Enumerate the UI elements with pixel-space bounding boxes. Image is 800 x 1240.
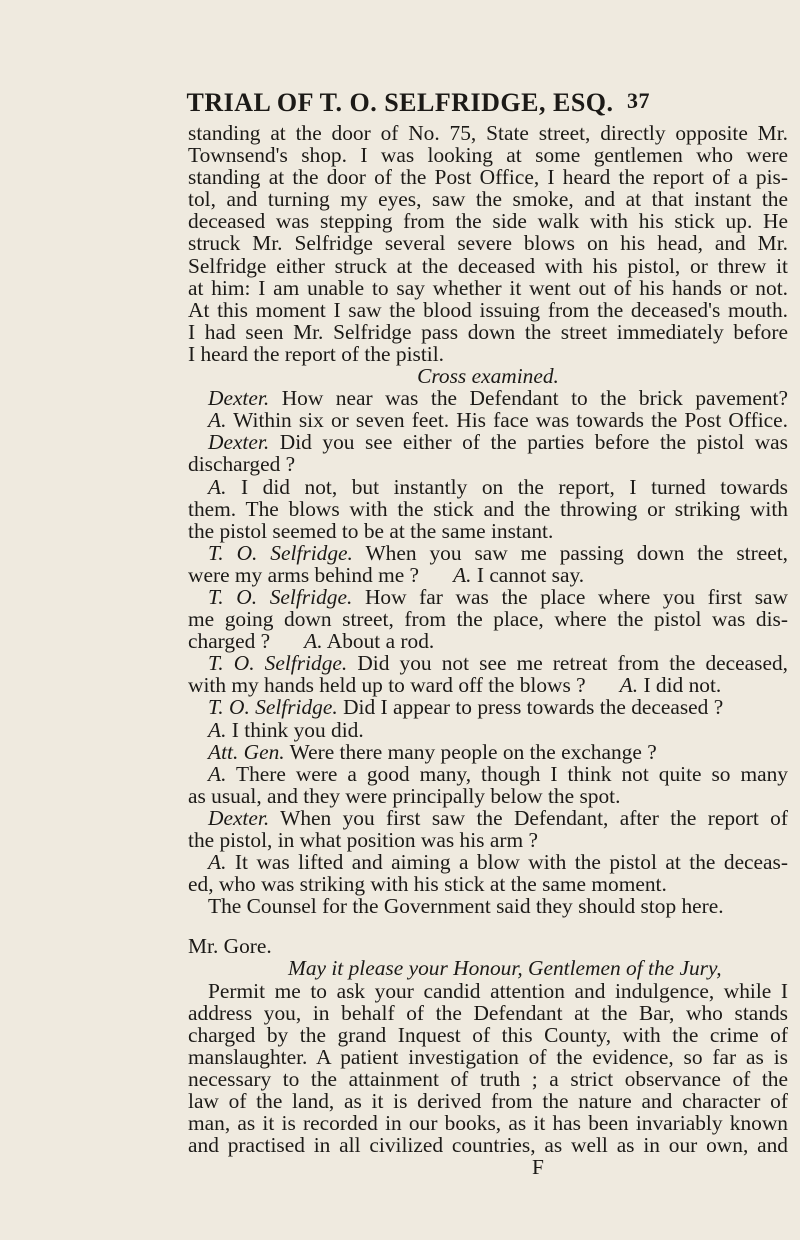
text-line: The Counsel for the Government said they should stop here. — [208, 894, 724, 919]
text-line: necessary to the attainment of truth ; a strict observance of the — [188, 1066, 788, 1091]
speaker: Dexter. — [208, 386, 270, 411]
text-line: T. O. Selfridge. When you saw me passing down the street, — [208, 540, 788, 565]
text-line: and practised in all civilized countries, as well as in our own, and — [188, 1133, 788, 1158]
text-line: struck Mr. Selfridge several severe blows on his head, and Mr. — [188, 231, 788, 256]
speaker: T. O. Selfridge. — [208, 540, 353, 565]
text-line: Dexter. How near was the Defendant to the brick pavement? — [208, 386, 788, 411]
text-line: Dexter. When you first saw the Defendant, after the report of — [208, 805, 788, 830]
running-header — [150, 88, 650, 118]
speaker: A. — [208, 474, 227, 499]
text-line: with my hands held up to ward off the blows ? A. I did not. — [188, 673, 722, 698]
text-line: At this moment I saw the blood issuing from the deceased's mouth. — [188, 297, 788, 322]
speaker: T. O. Selfridge. — [208, 695, 338, 720]
text-line: charged by the grand Inquest of this County, with the crime of — [188, 1022, 788, 1047]
text-line: T. O. Selfridge. How far was the place where you first saw — [208, 584, 788, 609]
speaker: T. O. Selfridge. — [208, 584, 353, 609]
speaker: A. — [619, 673, 639, 698]
spacer — [188, 917, 788, 935]
speaker: A. — [208, 717, 227, 742]
text-line: standing at the door of No. 75, State street, directly opposite Mr. — [188, 121, 788, 145]
body-text — [188, 122, 788, 1178]
speaker: Att. Gen. — [208, 739, 285, 764]
text-line: T. O. Selfridge. Did I appear to press towards the deceased ? — [208, 695, 724, 720]
text-line: address you, in behalf of the Defendant at the Bar, who stands — [188, 1000, 788, 1025]
speaker: A. — [208, 761, 227, 786]
speaker: Dexter. — [208, 430, 270, 455]
text-line: deceased was stepping from the side walk with his stick up. He — [188, 209, 788, 234]
page-number: 37 — [627, 88, 650, 113]
text-line: A. There were a good many, though I think not quite so many — [208, 761, 788, 786]
speaker-heading: Mr. Gore. — [188, 934, 272, 959]
text-line: discharged ? — [188, 452, 296, 477]
text-line: me going down street, from the place, where the pistol was dis- — [188, 607, 788, 632]
text-line: A. I think you did. — [208, 717, 364, 742]
speaker: Dexter. — [208, 805, 270, 830]
text-line: charged ? A. About a rod. — [188, 629, 435, 654]
text-line: as usual, and they were principally below the spot. — [188, 783, 621, 808]
text-line: I heard the report of the pistil. — [188, 341, 445, 366]
speaker: A. — [208, 408, 227, 433]
text-line: man, as it is recorded in our books, as it has been invariably known — [188, 1111, 788, 1136]
text-line: tol, and turning my eyes, saw the smoke, and at that instant the — [188, 187, 788, 212]
text-line: A. It was lifted and aiming a blow with the pistol at the deceas- — [208, 850, 788, 875]
text-line: I had seen Mr. Selfridge pass down the street immediately before — [188, 319, 788, 344]
speaker: T. O. Selfridge. — [208, 651, 348, 676]
signature-mark: F — [532, 1155, 544, 1180]
running-title: TRIAL OF T. O. SELFRIDGE, ESQ. — [186, 88, 614, 117]
text-line: the pistol, in what position was his arm ? — [188, 828, 538, 852]
text-line: Att. Gen. Were there many people on the exchange ? — [208, 739, 657, 764]
text-line: Permit me to ask your candid attention and indulgence, while I — [208, 978, 788, 1003]
text-line: Selfridge either struck at the deceased with his pistol, or threw it — [188, 253, 788, 278]
speaker: A. — [304, 629, 323, 654]
section-heading: Cross examined. — [417, 364, 559, 389]
text-line: manslaughter. A patient investigation of the evidence, so far as is — [188, 1044, 788, 1069]
text-line: ed, who was striking with his stick at the same moment. — [188, 872, 667, 897]
text-line: were my arms behind me ? A. I cannot say. — [188, 562, 585, 587]
text-line: the pistol seemed to be at the same instant. — [188, 518, 554, 543]
text-line: Dexter. Did you see either of the parties before the pistol was — [208, 430, 788, 455]
text-line: standing at the door of the Post Office, I heard the report of a pis- — [188, 165, 788, 190]
speaker: A. — [208, 850, 227, 875]
text-line: A. Within six or seven feet. His face was towards the Post Office. — [208, 408, 788, 433]
text-line: them. The blows with the stick and the throwing or striking with — [188, 496, 788, 521]
text-line: at him: I am unable to say whether it went out of his hands or not. — [188, 275, 788, 300]
text-line: Townsend's shop. I was looking at some gentlemen who were — [188, 143, 788, 168]
text-line: A. I did not, but instantly on the report, I turned towards — [208, 474, 788, 499]
text-line: T. O. Selfridge. Did you not see me retreat from the deceased, — [208, 651, 788, 676]
speaker: A. — [453, 562, 472, 587]
salutation: May it please your Honour, Gentlemen of the Jury, — [288, 956, 722, 981]
text-line: law of the land, as it is derived from the nature and character of — [188, 1089, 788, 1114]
